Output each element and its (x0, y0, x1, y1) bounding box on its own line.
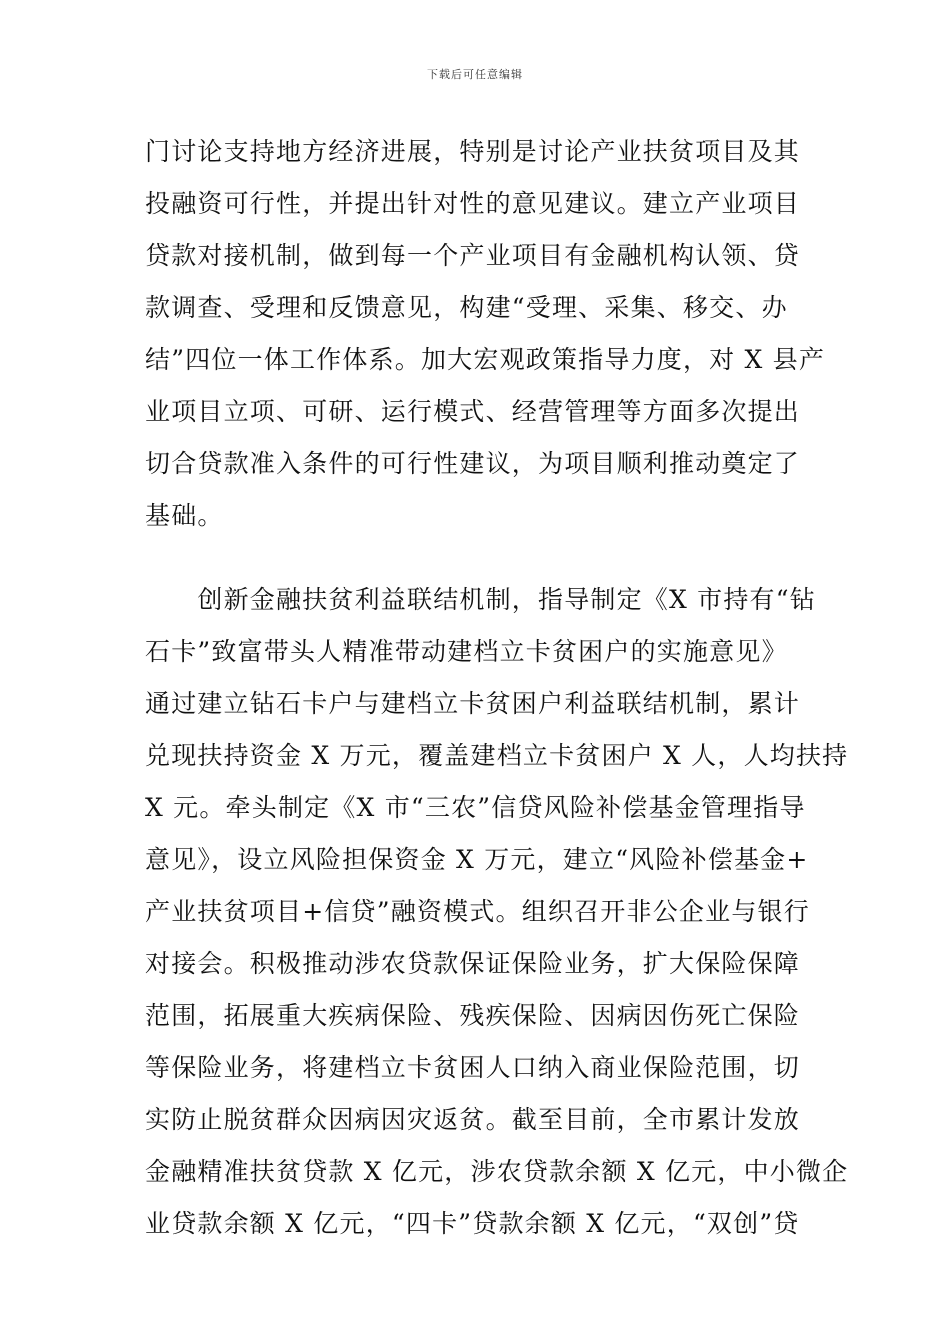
paragraph-line: 款调查、受理和反馈意见，构建“受理、采集、移交、办 (145, 293, 788, 322)
paragraph-line: 投融资可行性，并提出针对性的意见建议。建立产业项目 (145, 189, 801, 218)
paragraph-line: 产业扶贫项目+信贷”融资模式。组织召开非公企业与银行 (145, 897, 810, 926)
paragraph-line: 切合贷款准入条件的可行性建议，为项目顺利推动奠定了 (145, 449, 801, 478)
paragraph-line: 意见》，设立风险担保资金 X 万元，建立“风险补偿基金+ (145, 845, 809, 874)
header-note: 下载后可任意编辑 (427, 68, 523, 81)
paragraph-line: 门讨论支持地方经济进展，特别是讨论产业扶贫项目及其 (145, 137, 801, 166)
paragraph-line: 金融精准扶贫贷款 X 亿元，涉农贷款余额 X 亿元，中小微企 (145, 1157, 849, 1186)
paragraph-2 (145, 574, 849, 1250)
paragraph-line: 基础。 (145, 501, 224, 530)
paragraph-line: 业贷款余额 X 亿元，“四卡”贷款余额 X 亿元，“双创”贷 (145, 1209, 800, 1238)
paragraph-line: 石卡”致富带头人精准带动建档立卡贫困户的实施意见》 (145, 637, 788, 666)
paragraph-line: 业项目立项、可研、运行模式、经营管理等方面多次提出 (145, 397, 801, 426)
paragraph-line: 贷款对接机制，做到每一个产业项目有金融机构认领、贷 (145, 241, 801, 270)
paragraph-line: 创新金融扶贫利益联结机制，指导制定《X 市持有“钻 (145, 585, 816, 614)
paragraph-line: 范围，拓展重大疾病保险、残疾保险、因病因伤死亡保险 (145, 1001, 801, 1030)
paragraph-1 (145, 126, 826, 542)
paragraph-line: 等保险业务，将建档立卡贫困人口纳入商业保险范围，切 (145, 1053, 801, 1082)
paragraph-line: 兑现扶持资金 X 万元，覆盖建档立卡贫困户 X 人，人均扶持 (145, 741, 849, 770)
paragraph-line: 通过建立钻石卡户与建档立卡贫困户利益联结机制，累计 (145, 689, 801, 718)
paragraph-line: 结”四位一体工作体系。加大宏观政策指导力度，对 X 县产 (145, 345, 826, 374)
paragraph-line: 对接会。积极推动涉农贷款保证保险业务，扩大保险保障 (145, 949, 801, 978)
paragraph-line: 实防止脱贫群众因病因灾返贫。截至目前，全市累计发放 (145, 1105, 801, 1134)
paragraph-line: X 元。牵头制定《X 市“三农”信贷风险补偿基金管理指导 (145, 793, 806, 822)
